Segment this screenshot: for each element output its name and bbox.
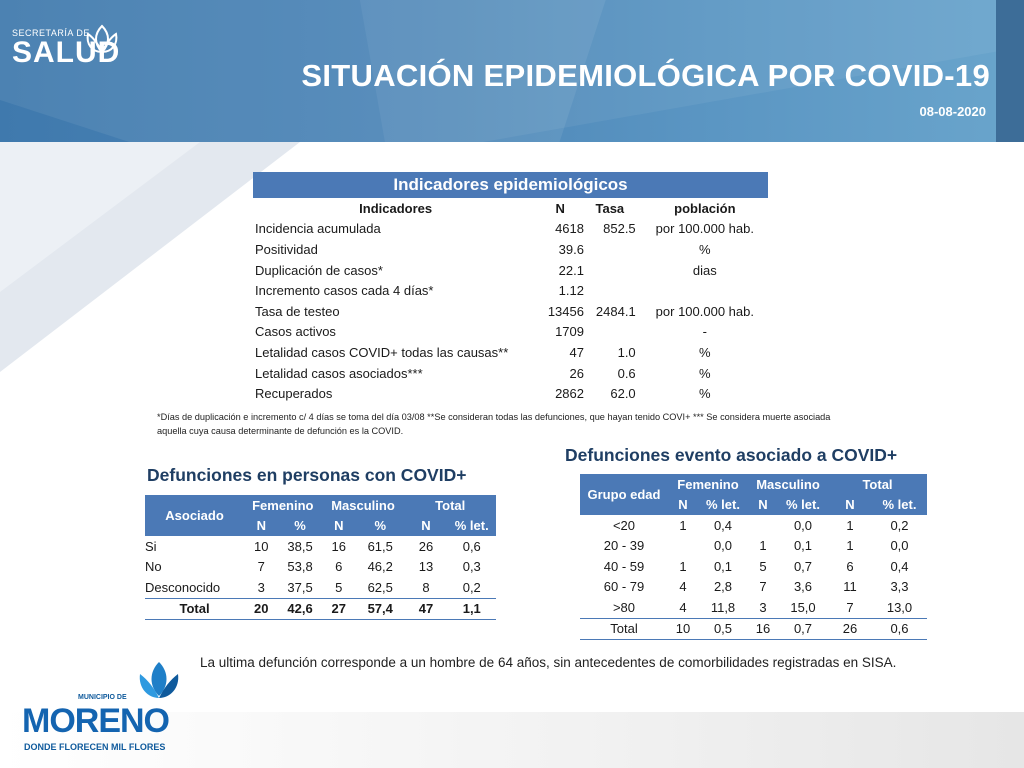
table-row: Letalidad casos asociados*** 26 0.6 % xyxy=(255,365,711,381)
report-date: 08-08-2020 xyxy=(919,104,986,119)
table-row: 20 - 39 0,0 1 0,1 1 0,0 xyxy=(603,538,909,554)
header-banner xyxy=(0,0,1024,142)
deaths-covid-title: Defunciones en personas con COVID+ xyxy=(147,465,467,485)
table-total-row: Total 20 42,6 27 57,4 47 1,1 xyxy=(145,598,496,620)
flower-icon xyxy=(80,22,124,60)
conclusion-text: La ultima defunción corresponde a un hombre de 64 años, sin antecedentes de comorbilidades registradas en SISA. xyxy=(200,655,897,670)
table-row: Incidencia acumulada 4618 852.5 por 100.000 hab. xyxy=(255,221,754,237)
table-row: Casos activos 1709 - xyxy=(255,324,707,340)
table-row: >80 4 11,8 3 15,0 7 13,0 xyxy=(612,599,913,615)
table-row: Positividad 39.6 % xyxy=(255,241,711,257)
table-row: Tasa de testeo 13456 2484.1 por 100.000 hab. xyxy=(255,303,754,319)
table-subheader-row: N % let. N % let. N % let. xyxy=(580,495,927,516)
deaths-assoc-title: Defunciones evento asociado a COVID+ xyxy=(565,445,898,465)
table-total-row: Total 10 0,5 16 0,7 26 0,6 xyxy=(580,618,927,640)
table-row: 40 - 59 1 0,1 5 0,7 6 0,4 xyxy=(603,558,909,574)
table-row: Letalidad casos COVID+ todas las causas** 47 1.0 % xyxy=(255,344,711,360)
page-title: SITUACIÓN EPIDEMIOLÓGICA POR COVID-19 xyxy=(301,58,990,93)
table-row: Duplicación de casos* 22.1 dias xyxy=(255,262,717,278)
table-header-row: Indicadores N Tasa población xyxy=(359,200,736,216)
moreno-logo: MUNICIPIO DE MORENO DONDE FLORECEN MIL FLORES xyxy=(22,660,182,760)
table-header-row: Asociado Femenino Masculino Total xyxy=(145,495,496,516)
table-row: Incremento casos cada 4 días* 1.12 xyxy=(255,283,584,299)
table-row: Recuperados 2862 62.0 % xyxy=(255,386,711,402)
table-row: Desconocido 3 37,5 5 62,5 8 0,2 xyxy=(145,579,481,595)
table-row: 60 - 79 4 2,8 7 3,6 11 3,3 xyxy=(603,579,909,595)
indicators-footnote: *Días de duplicación e incremento c/ 4 días se toma del día 03/08 **Se consideran todas las defunciones, que hayan tenido COVI+ *** Se considera muerte asociada aquella cuya causa determinante de defunción es la COVID. xyxy=(157,412,831,436)
table-row: No 7 53,8 6 46,2 13 0,3 xyxy=(145,559,481,575)
table-row: Si 10 38,5 16 61,5 26 0,6 xyxy=(145,538,481,554)
salud-logo: SECRETARÍA DE SALUD xyxy=(12,28,120,68)
deaths-assoc-table xyxy=(580,474,927,640)
indicators-banner: Indicadores epidemiológicos xyxy=(253,172,768,198)
indicators-table xyxy=(253,172,768,404)
deaths-covid-table xyxy=(145,495,496,620)
table-header-row: Grupo edad Femenino Masculino Total xyxy=(580,474,927,495)
table-row: <20 1 0,4 0,0 1 0,2 xyxy=(612,517,909,533)
table-subheader-row: N % N % N % let. xyxy=(145,516,496,537)
